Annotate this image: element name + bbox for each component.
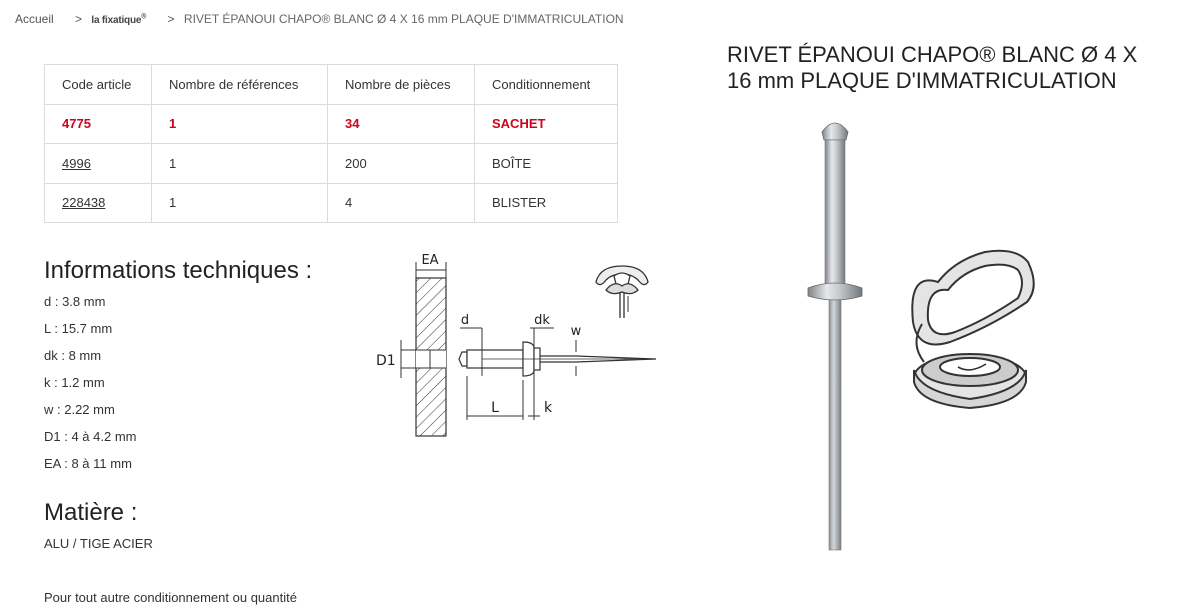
rivet-side-view — [459, 342, 656, 376]
spec-dk: dk : 8 mm — [44, 348, 102, 363]
chapo-cap-illustration — [912, 251, 1033, 408]
article-code-link[interactable]: 4775 — [62, 116, 91, 132]
cell-nombre-references: 1 — [152, 183, 328, 223]
label-dk: dk — [534, 313, 550, 328]
label-l: L — [491, 400, 499, 416]
cell-code-article — [45, 104, 152, 144]
packaging-note: Pour tout autre conditionnement ou quantité — [44, 590, 297, 605]
cell-code-article — [45, 144, 152, 184]
spec-l: L : 15.7 mm — [44, 321, 113, 336]
expanded-rivet-icon — [596, 266, 648, 318]
breadcrumb-brand-link[interactable] — [91, 15, 146, 26]
rivet-photo — [808, 123, 862, 550]
label-ea: EA — [421, 253, 439, 268]
article-code-link[interactable]: 228438 — [62, 195, 106, 211]
header-conditionnement: Conditionnement — [475, 65, 618, 105]
cell-nombre-references: 1 — [152, 104, 328, 144]
spec-k: k : 1.2 mm — [44, 375, 105, 390]
cell-nombre-pieces: 4 — [328, 183, 475, 223]
cell-nombre-pieces: 34 — [328, 104, 475, 144]
technical-drawing — [370, 248, 665, 443]
table-row[interactable] — [45, 144, 618, 184]
cell-conditionnement: BOÎTE — [475, 144, 618, 184]
table-row[interactable] — [45, 183, 618, 223]
material-value: ALU / TIGE ACIER — [44, 536, 153, 551]
cell-conditionnement: SACHET — [475, 104, 618, 144]
technical-specs-list — [44, 294, 136, 483]
table-header-row — [45, 65, 618, 105]
breadcrumb-separator: > — [75, 12, 83, 26]
label-d: d — [460, 313, 470, 328]
header-nombre-pieces: Nombre de pièces — [328, 65, 475, 105]
breadcrumb-current: RIVET ÉPANOUI CHAPO® BLANC Ø 4 X 16 mm PLAQUE D'IMMATRICULATION — [183, 12, 624, 26]
spec-d: d : 3.8 mm — [44, 294, 106, 309]
article-code-link[interactable]: 4996 — [62, 155, 91, 171]
brand-registered-mark: ® — [141, 13, 147, 21]
material-heading: Matière : — [44, 499, 138, 526]
product-title: RIVET ÉPANOUI CHAPO® BLANC Ø 4 X 16 mm PLAQUE D'IMMATRICULATION — [727, 42, 1138, 93]
spec-d1: D1 : 4 à 4.2 mm — [44, 429, 137, 444]
cell-nombre-pieces: 200 — [328, 144, 475, 184]
references-table — [44, 64, 618, 223]
breadcrumb — [15, 12, 624, 26]
table-row-selected[interactable] — [45, 104, 618, 144]
breadcrumb-home-link[interactable]: Accueil — [15, 12, 54, 26]
label-d1: D1 — [376, 353, 396, 369]
spec-w: w : 2.22 mm — [44, 402, 115, 417]
breadcrumb-separator: > — [167, 12, 175, 26]
spec-ea: EA : 8 à 11 mm — [44, 456, 132, 471]
cell-nombre-references: 1 — [152, 144, 328, 184]
header-nombre-references: Nombre de références — [152, 65, 328, 105]
brand-name: la fixatique — [91, 15, 142, 26]
header-code-article: Code article — [45, 65, 152, 105]
cell-conditionnement: BLISTER — [475, 183, 618, 223]
label-k: k — [543, 400, 553, 416]
cell-code-article — [45, 183, 152, 223]
product-image — [790, 112, 1050, 557]
label-w: w — [570, 324, 582, 339]
technical-info-heading: Informations techniques : — [44, 257, 313, 284]
